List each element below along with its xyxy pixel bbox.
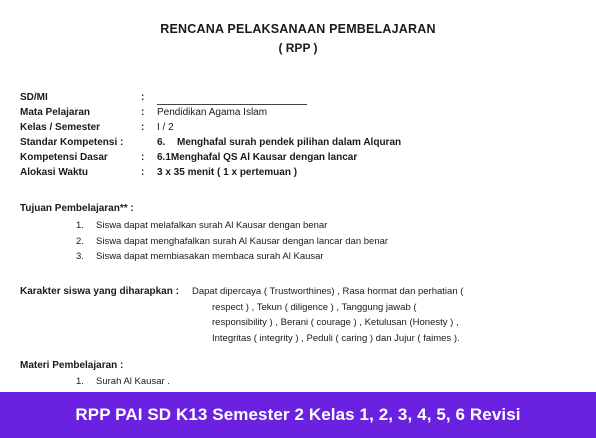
materi-list	[76, 374, 170, 390]
identity-row-sdmi	[20, 90, 401, 105]
list-item-number: 3.	[76, 251, 84, 262]
document-subtitle: ( RPP )	[278, 41, 318, 55]
identity-colon: :	[141, 92, 145, 103]
list-item-text: Siswa dapat melafalkan surah Al Kausar dengan benar	[96, 220, 328, 231]
identity-label: Standar Kompetensi :	[20, 137, 124, 148]
identity-row-alokasi	[20, 165, 401, 180]
karakter-label: Karakter siswa yang diharapkan :	[20, 286, 179, 297]
document-title: RENCANA PELAKSANAAN PEMBELAJARAN	[160, 22, 436, 36]
karakter-line: Integritas ( integrity ) , Peduli ( caring ) dan Jujur ( faimes ).	[212, 332, 460, 344]
karakter-line: Dapat dipercaya ( Trustworthines) , Rasa hormat dan perhatian (	[192, 286, 464, 297]
identity-value: I / 2	[157, 122, 174, 133]
list-item	[76, 218, 388, 234]
list-item-text: Siswa dapat menghafalkan surah Al Kausar dengan lancar dan benar	[96, 235, 389, 247]
identity-value: 3 x 35 menit ( 1 x pertemuan )	[157, 167, 298, 178]
karakter-block	[20, 284, 507, 346]
identity-row-kelas	[20, 120, 401, 135]
list-item-number: 2.	[76, 235, 84, 247]
materi-heading: Materi Pembelajaran :	[20, 360, 124, 371]
karakter-body	[192, 284, 507, 346]
banner-text: RPP PAI SD K13 Semester 2 Kelas 1, 2, 3, 4, 5, 6 Revisi	[75, 405, 521, 424]
identity-row-mapel	[20, 105, 401, 120]
list-item-text: Siswa dapat membiasakan membaca surah Al Kausar	[96, 251, 324, 262]
identity-row-kd	[20, 150, 401, 165]
list-item	[76, 374, 170, 390]
identity-blank-line	[157, 90, 307, 105]
list-item	[76, 234, 388, 250]
list-item	[76, 249, 388, 265]
list-item-text: Surah Al Kausar .	[96, 376, 170, 387]
list-item-number: 1.	[76, 220, 84, 231]
identity-value: 6.1Menghafal QS Al Kausar dengan lancar	[157, 152, 358, 163]
identity-block	[20, 90, 401, 180]
identity-label: Alokasi Waktu	[20, 167, 88, 178]
identity-label: Mata Pelajaran	[20, 107, 91, 118]
identity-row-sk	[20, 135, 401, 150]
identity-value: Menghafal surah pendek pilihan dalam Alquran	[177, 137, 402, 148]
karakter-line: respect ) , Tekun ( diligence ) , Tanggung jawab (	[212, 301, 417, 313]
caption-banner	[0, 392, 596, 438]
identity-colon: :	[141, 167, 145, 178]
identity-label: Kelas / Semester	[20, 122, 101, 133]
identity-colon: :	[141, 107, 145, 118]
identity-colon: :	[141, 152, 145, 163]
karakter-line: responsibility ) , Berani ( courage ) , Ketulusan (Honesty ) ,	[212, 317, 459, 328]
identity-colon: :	[141, 122, 145, 133]
tujuan-list	[76, 218, 388, 265]
list-item-number: 1.	[76, 376, 84, 387]
identity-number: 6.	[157, 137, 166, 148]
identity-label: SD/MI	[20, 92, 48, 103]
tujuan-heading: Tujuan Pembelajaran** :	[20, 203, 134, 214]
identity-value: Pendidikan Agama Islam	[157, 107, 268, 118]
identity-label: Kompetensi Dasar	[20, 152, 108, 163]
